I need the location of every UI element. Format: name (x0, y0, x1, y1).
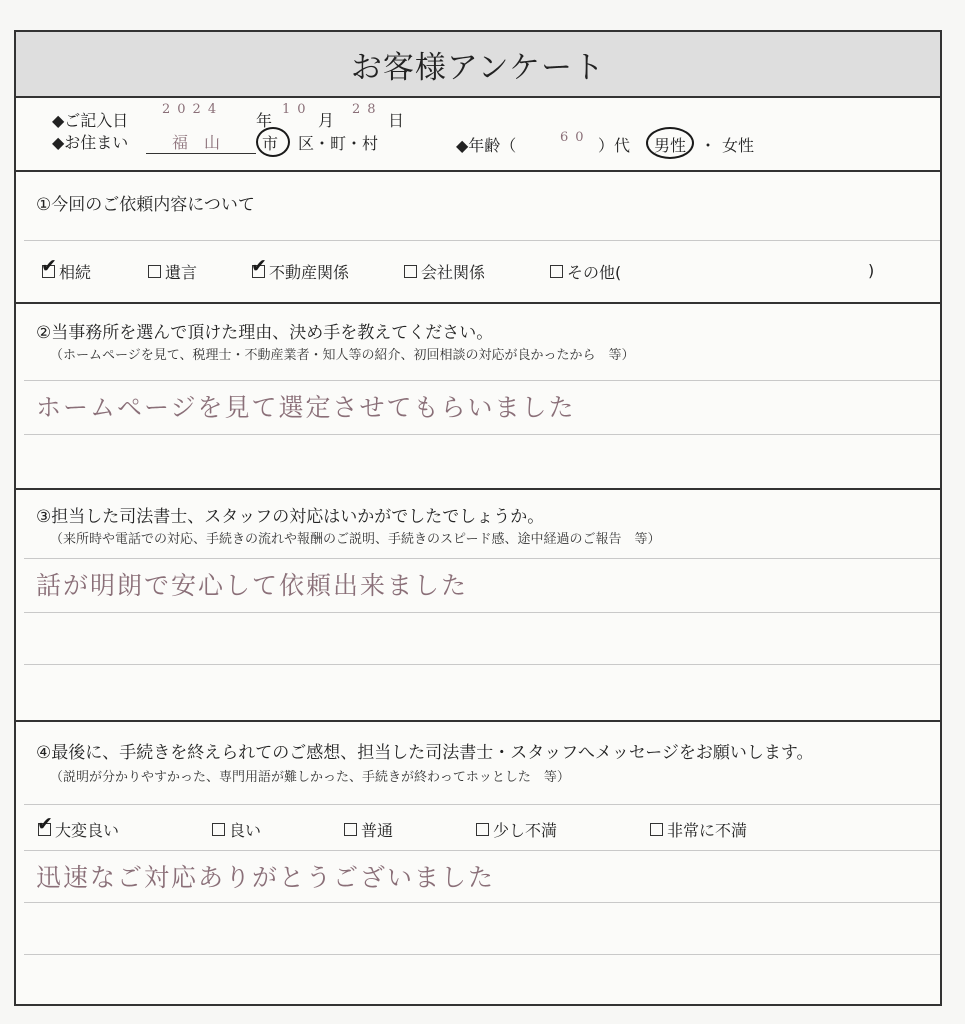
q3-title: ③担当した司法書士、スタッフの対応はいかがでしたでしょうか。 (36, 507, 545, 527)
survey-title: お客様アンケート (16, 32, 940, 98)
rule-line (24, 380, 940, 381)
q1-option-yuigon[interactable] (148, 260, 197, 283)
address-label: ◆お住まい (52, 133, 129, 152)
age-value[interactable]: 60 (560, 130, 591, 145)
city-unit: 市 (262, 134, 279, 153)
city-value[interactable]: 福 山 (146, 130, 256, 154)
option-label: 不動産関係 (269, 263, 350, 282)
q1-option-kaisha[interactable] (404, 260, 485, 283)
age-label: ◆年齢（ (456, 136, 517, 155)
rating-yoi[interactable] (212, 818, 261, 841)
q1-option-fudousan[interactable] (251, 255, 350, 283)
rating-label: 非常に不満 (667, 821, 748, 840)
option-label: その他( (567, 263, 622, 282)
q1-option-souzoku[interactable] (41, 255, 92, 283)
checkbox[interactable] (212, 823, 225, 836)
month-unit: 月 (318, 111, 335, 130)
rule-line (24, 558, 940, 559)
q4-hint: （説明が分かりやすかった、専門用語が難しかった、手続きが終わってホッとした 等） (50, 770, 570, 785)
checkbox-checked[interactable] (251, 255, 267, 278)
rating-label: 普通 (361, 821, 394, 840)
rating-label: 大変良い (55, 821, 120, 840)
rating-sukoshi-fuman[interactable] (476, 818, 557, 841)
age-unit: ）代 (598, 136, 631, 155)
check-mark-icon: ✔ (41, 255, 57, 277)
q1-option-other[interactable] (550, 260, 621, 283)
year-unit: 年 (256, 111, 273, 130)
option-label: 遺言 (165, 263, 198, 282)
rule-line (24, 804, 940, 805)
rule-line (24, 954, 940, 955)
q3-answer[interactable]: 話が明朗で安心して依頼出来ました (36, 571, 469, 600)
rating-label: 良い (229, 821, 262, 840)
divider (16, 720, 940, 722)
check-mark-icon: ✔ (37, 813, 53, 835)
checkbox[interactable] (404, 265, 417, 278)
city-rest: 区・町・村 (298, 134, 379, 153)
check-mark-icon: ✔ (251, 255, 267, 277)
checkbox[interactable] (550, 265, 563, 278)
month-value[interactable]: 10 (282, 102, 313, 117)
rating-hijou-ni-fuman[interactable] (650, 818, 747, 841)
divider (16, 170, 940, 172)
q4-title: ④最後に、手続きを終えられてのご感想、担当した司法書士・スタッフへメッセージをお願いします。 (36, 743, 814, 763)
male-circle-mark (646, 127, 694, 159)
q2-title: ②当事務所を選んで頂けた理由、決め手を教えてください。 (36, 323, 494, 343)
checkbox[interactable] (148, 265, 161, 278)
day-unit: 日 (388, 111, 405, 130)
gender-male[interactable]: 男性 (654, 136, 687, 155)
rating-futsuu[interactable] (344, 818, 393, 841)
rule-line (24, 612, 940, 613)
checkbox[interactable] (476, 823, 489, 836)
date-label: ◆ご記入日 (52, 111, 129, 130)
gender-female[interactable]: 女性 (722, 136, 755, 155)
checkbox[interactable] (650, 823, 663, 836)
year-value[interactable]: 2024 (162, 102, 224, 117)
rule-line (24, 240, 940, 241)
checkbox[interactable] (344, 823, 357, 836)
checkbox-checked[interactable] (41, 255, 57, 278)
divider (16, 302, 940, 304)
q1-title: ①今回のご依頼内容について (36, 195, 255, 215)
q4-answer[interactable]: 迅速なご対応ありがとうございました (36, 863, 496, 892)
rating-label: 少し不満 (493, 821, 558, 840)
rule-line (24, 434, 940, 435)
city-circle-mark (256, 127, 290, 157)
rating-daihen-yoi[interactable] (37, 813, 120, 841)
rule-line (24, 850, 940, 851)
option-label: 会社関係 (421, 263, 486, 282)
q3-hint: （来所時や電話での対応、手続きの流れや報酬のご説明、手続きのスピード感、途中経過のご報告 等） (50, 532, 661, 547)
option-label: 相続 (59, 263, 92, 282)
other-close-paren: ) (868, 261, 875, 280)
gender-sep: ・ (700, 136, 717, 155)
checkbox-checked[interactable] (37, 813, 53, 836)
q2-answer[interactable]: ホームページを見て選定させてもらいました (36, 393, 576, 422)
q2-hint: （ホームページを見て、税理士・不動産業者・知人等の紹介、初回相談の対応が良かったから 等） (50, 348, 635, 363)
divider (16, 488, 940, 490)
day-value[interactable]: 28 (352, 102, 383, 117)
survey-sheet (14, 30, 942, 1006)
rule-line (24, 902, 940, 903)
rule-line (24, 664, 940, 665)
